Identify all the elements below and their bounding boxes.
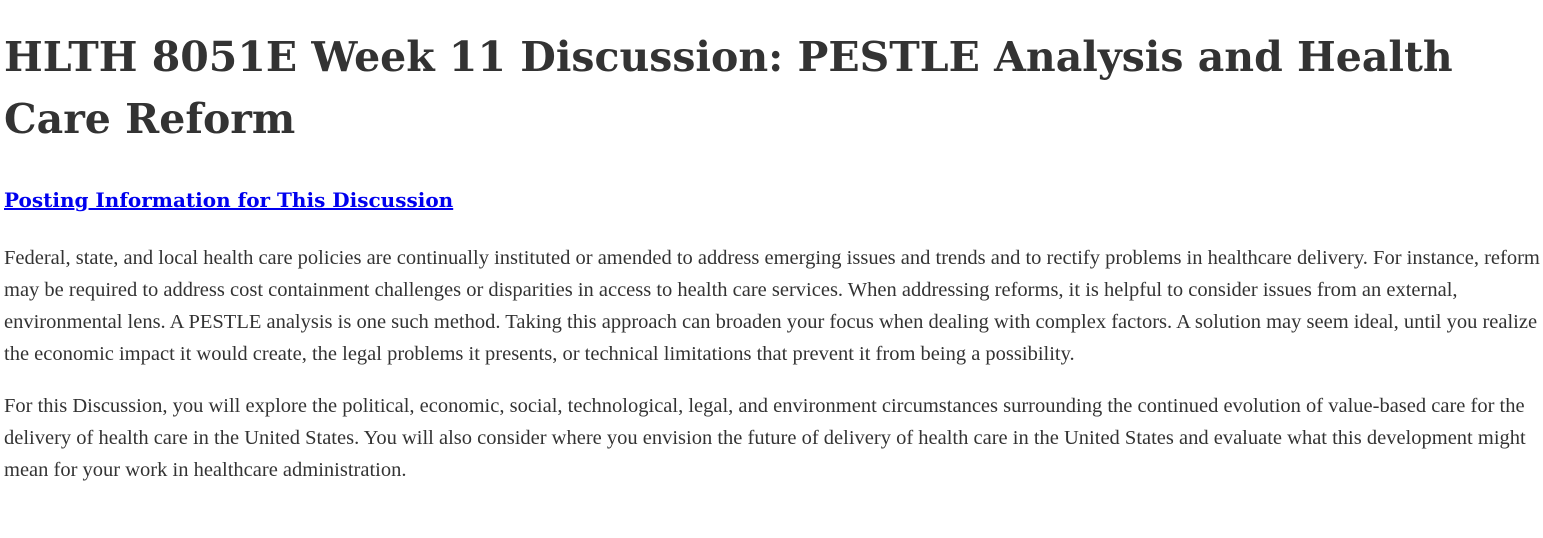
intro-paragraph: Federal, state, and local health care policies are continually instituted or amended to address emerging issues and trends and to rectify problems in healthcare delivery. For instance, reform may be required to address cost containment challenges or disparities in access to health care services. When addressing reforms, it is helpful to consider issues from an external, environmental lens. A PESTLE analysis is one such method. Taking this approach can broaden your focus when dealing with complex factors. A solution may seem ideal, until you realize the economic impact it would create, the legal problems it presents, or technical limitations that prevent it from being a possibility. — [4, 247, 1540, 365]
posting-information-link[interactable]: Posting Information for This Discussion — [4, 188, 454, 212]
page-title: HLTH 8051E Week 11 Discussion: PESTLE Analysis and Health Care Reform — [4, 33, 1453, 143]
discussion-paragraph: For this Discussion, you will explore the political, economic, social, technological, legal, and environment circumstances surrounding the continued evolution of value-based care for the delivery of health care in the United States. You will also consider where you envision the future of delivery of health care in the United States and evaluate what this development might mean for your work in healthcare administration. — [4, 395, 1526, 481]
document-page — [4, 0, 1540, 486]
